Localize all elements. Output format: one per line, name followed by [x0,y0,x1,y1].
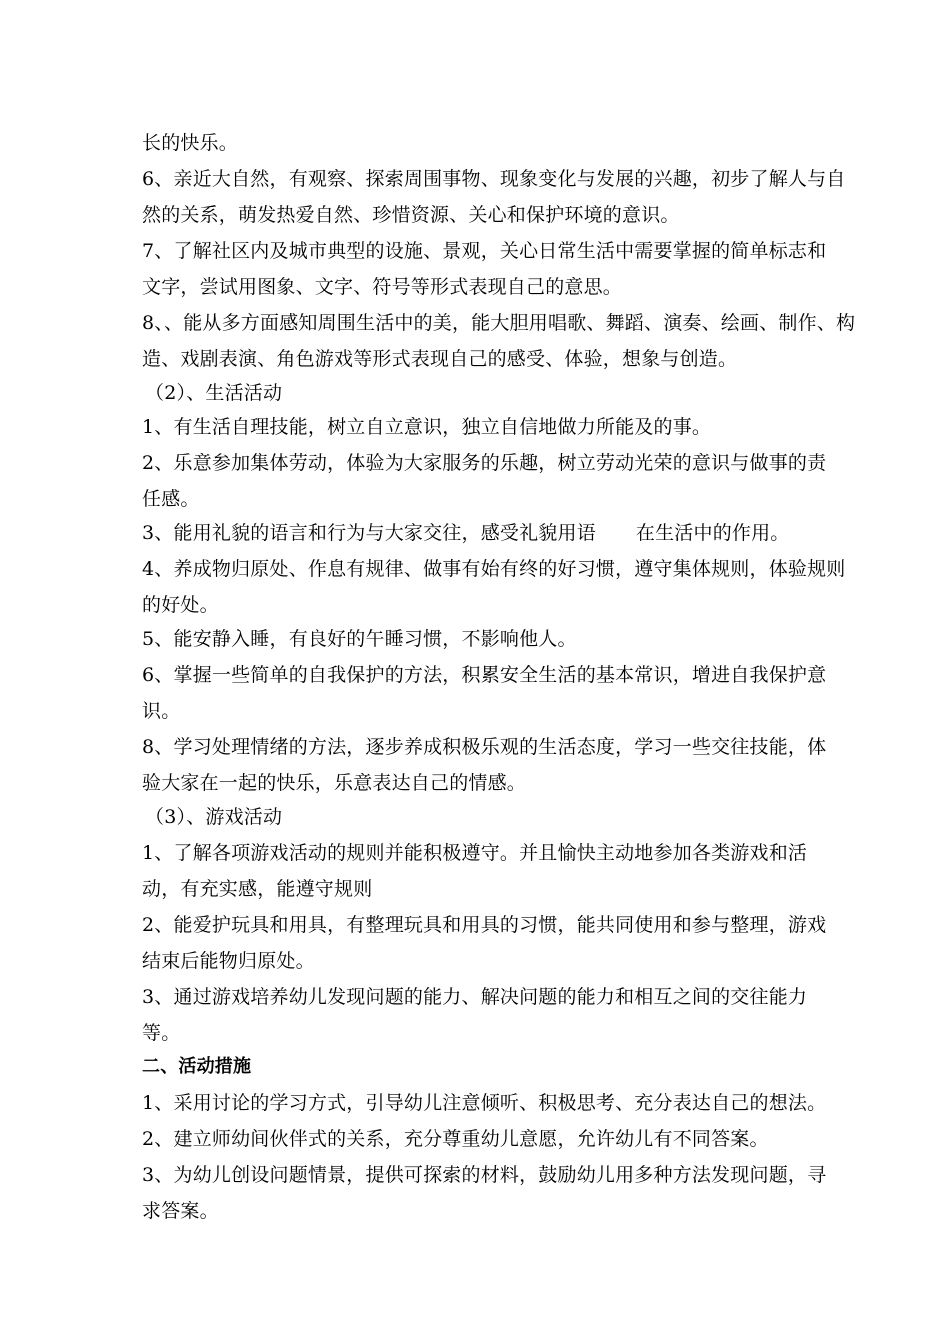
text-line: 3、为幼儿创设问题情景，提供可探索的材料，鼓励幼儿用多种方法发现问题，寻 [142,1164,827,1186]
text-line: 等。 [142,1022,181,1044]
text-line: 8、、能从多方面感知周围生活中的美，能大胆用唱歌、舞蹈、演奏、绘画、制作、构 [142,312,856,334]
text-line: 长的快乐。 [142,132,239,154]
text-line: 的好处。 [142,594,219,616]
text-line: 6、亲近大自然，有观察、探索周围事物、现象变化与发展的兴趣，初步了解人与自 [142,168,846,190]
text-line: 动，有充实感，能遵守规则 [142,878,373,900]
text-line: 7、了解社区内及城市典型的设施、景观，关心日常生活中需要掌握的简单标志和 [142,240,827,262]
text-line [142,521,817,545]
text-line: 识。 [142,700,181,722]
text-line: 文字，尝试用图象、文字、符号等形式表现自己的意思。 [142,276,623,298]
section-heading: 二、活动措施 [142,1056,252,1077]
text-line: 结束后能物归原处。 [142,950,315,972]
text-line: 5、能安静入睡，有良好的午睡习惯，不影响他人。 [142,628,577,650]
text-line: 2、能爱护玩具和用具，有整理玩具和用具的习惯，能共同使用和参与整理，游戏 [142,914,827,936]
text-line: 1、有生活自理技能，树立自立意识，独立自信地做力所能及的事。 [142,416,712,438]
section-subheading: （2）、生活活动 [145,382,283,404]
text-segment: 3、能用礼貌的语言和行为与大家交往，感受礼貌用语 [142,522,596,544]
text-line: 2、乐意参加集体劳动，体验为大家服务的乐趣，树立劳动光荣的意识与做事的责 [142,452,827,474]
section-subheading: （3）、游戏活动 [145,806,283,828]
text-line: 1、采用讨论的学习方式，引导幼儿注意倾听、积极思考、充分表达自己的想法。 [142,1092,827,1114]
text-line: 2、建立师幼间伙伴式的关系，充分尊重幼儿意愿，允许幼儿有不同答案。 [142,1128,769,1150]
text-line: 然的关系，萌发热爱自然、珍惜资源、关心和保护环境的意识。 [142,204,680,226]
text-line: 验大家在一起的快乐，乐意表达自己的情感。 [142,772,527,794]
text-line: 求答案。 [142,1200,219,1222]
text-line: 6、掌握一些简单的自我保护的方法，积累安全生活的基本常识，增进自我保护意 [142,664,827,686]
text-segment: 在生活中的作用。 [635,522,790,544]
text-line: 4、养成物归原处、作息有规律、做事有始有终的好习惯，遵守集体规则，体验规则 [142,558,846,580]
text-line: 造、戏剧表演、角色游戏等形式表现自己的感受、体验，想象与创造。 [142,348,738,370]
text-line: 任感。 [142,488,200,510]
text-line: 1、了解各项游戏活动的规则并能积极遵守。并且愉快主动地参加各类游戏和活 [142,842,808,864]
text-line: 8、学习处理情绪的方法，逐步养成积极乐观的生活态度，学习一些交往技能，体 [142,736,827,758]
text-line: 3、通过游戏培养幼儿发现问题的能力、解决问题的能力和相互之间的交往能力 [142,986,808,1008]
